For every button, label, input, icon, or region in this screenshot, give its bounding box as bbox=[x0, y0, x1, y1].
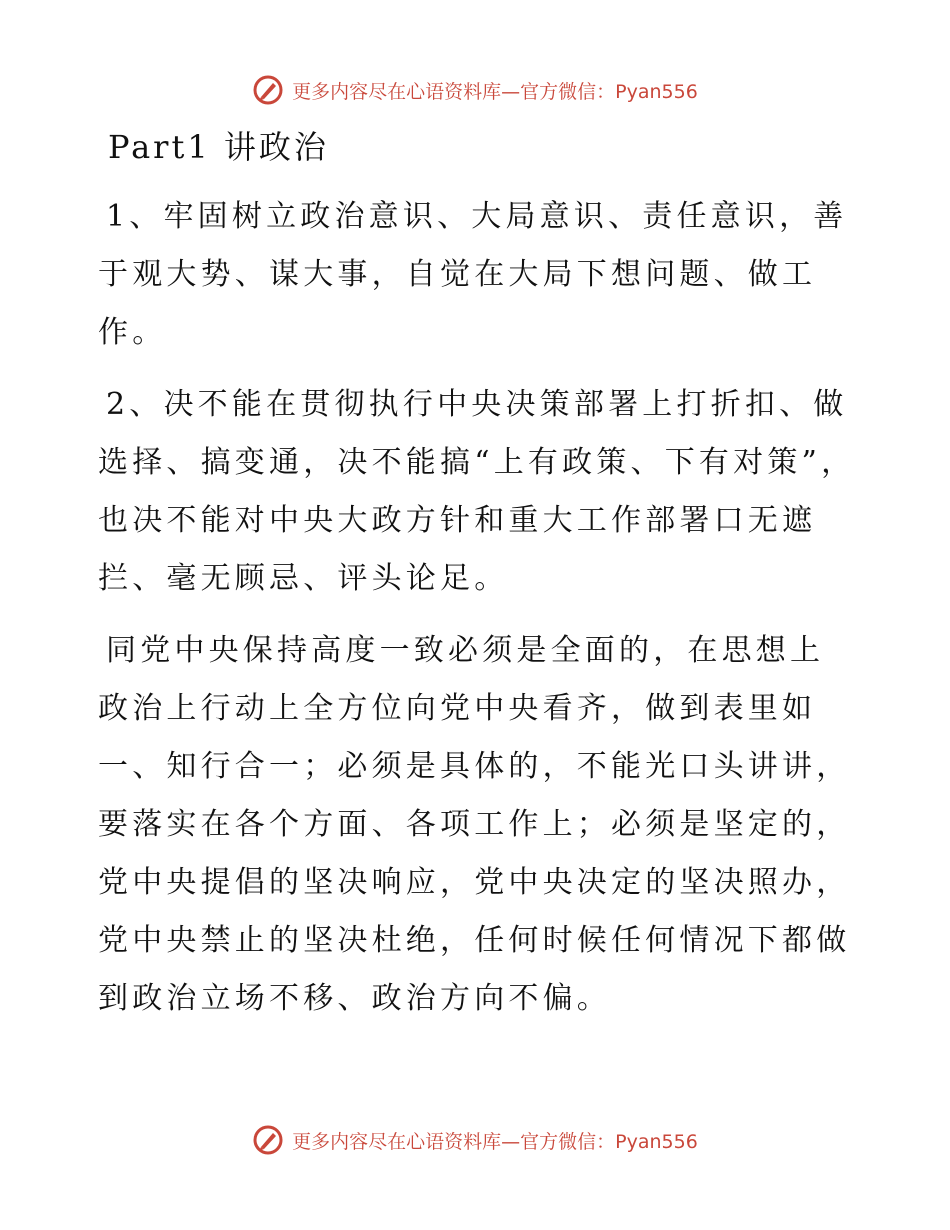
header-watermark bbox=[0, 74, 950, 106]
paragraph-3: 同党中央保持高度一致必须是全面的，在思想上政治上行动上全方位向党中央看齐，做到表里如一、知行合一；必须是具体的，不能光口头讲讲，要落实在各个方面、各项工作上；必须是坚定的，党中央提倡的坚决响应，党中央决定的坚决照办，党中央禁止的坚决杜绝，任何时候任何情况下都做到政治立场不移、政治方向不偏。 bbox=[98, 633, 851, 1016]
watermark-text: 更多内容尽在心语资料库—官方微信：Pyan556 bbox=[292, 80, 698, 103]
paragraph-2: 2、决不能在贯彻执行中央决策部署上打折扣、做选择、搞变通，决不能搞“上有政策、下有对策”，也决不能对中央大政方针和重大工作部署口无遮拦、毫无顾忌、评头论足。 bbox=[98, 387, 856, 596]
footer-watermark bbox=[0, 1124, 950, 1156]
pen-nib-logo-icon bbox=[252, 1124, 284, 1156]
document-body bbox=[98, 120, 858, 1028]
section-heading: Part1 讲政治 bbox=[108, 128, 329, 166]
watermark-text: 更多内容尽在心语资料库—官方微信：Pyan556 bbox=[292, 1130, 698, 1153]
paragraph-1: 1、牢固树立政治意识、大局意识、责任意识，善于观大势、谋大事，自觉在大局下想问题、做工作。 bbox=[98, 199, 848, 350]
pen-nib-logo-icon bbox=[252, 74, 284, 106]
